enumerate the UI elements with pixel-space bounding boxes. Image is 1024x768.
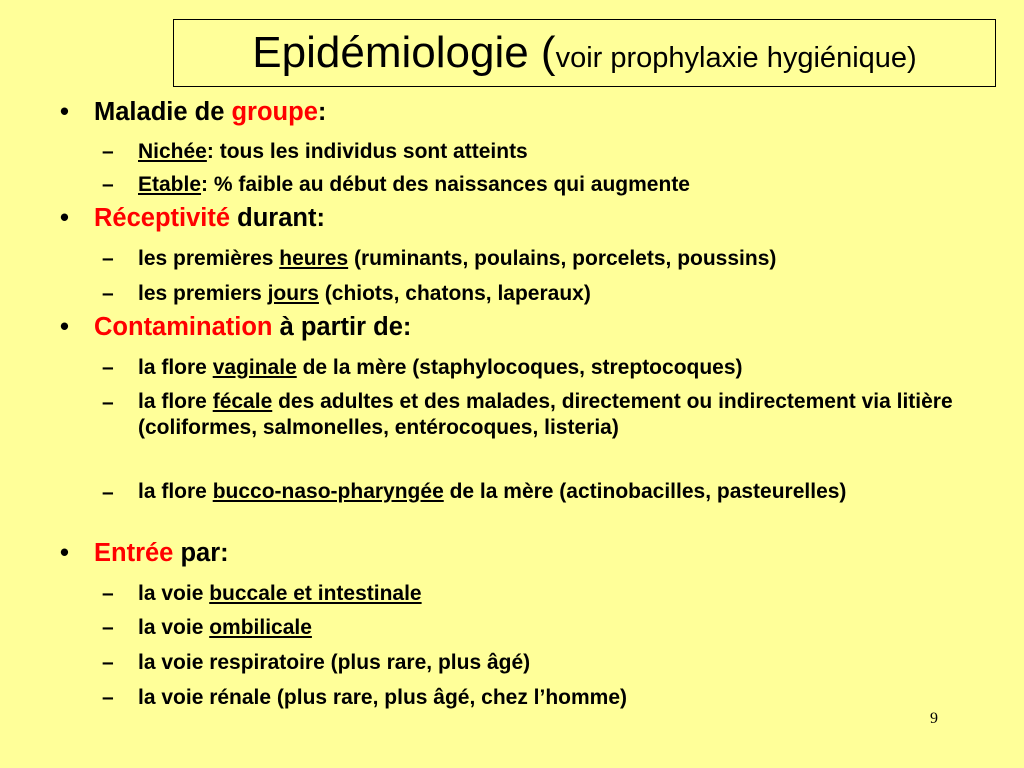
item-underlined: fécale: [212, 390, 273, 413]
heading-suffix: par:: [173, 539, 229, 567]
dash-icon: –: [102, 391, 114, 414]
heading-highlight: Réceptivité: [94, 204, 231, 232]
item-text: (ruminants, poulains, porcelets, poussins): [348, 247, 777, 270]
heading-highlight: Entrée: [94, 539, 174, 567]
heading-suffix: à partir de:: [272, 313, 412, 341]
item-text: la voie: [138, 582, 210, 605]
dash-icon: –: [102, 356, 114, 379]
item-underlined: Etable: [138, 173, 202, 196]
title-subtitle: voir prophylaxie hygiénique): [555, 42, 917, 74]
item-underlined: bucco-naso-pharyngée: [212, 480, 444, 503]
bullet-icon: •: [60, 204, 69, 232]
item-text: la voie: [138, 616, 210, 639]
dash-icon: –: [102, 481, 114, 504]
dash-icon: –: [102, 173, 114, 196]
item-underlined: jours: [267, 282, 319, 305]
dash-icon: –: [102, 686, 114, 709]
item-text: les premiers: [138, 282, 268, 305]
item-text: des adultes et des malades, directement ou indirectement via litière (coliformes, salmonelles, entérocoques, listeria): [138, 390, 953, 439]
dash-icon: –: [102, 651, 114, 674]
item-underlined: buccale et intestinale: [209, 582, 422, 605]
item-text: la flore: [138, 356, 213, 379]
item-text: de la mère (actinobacilles, pasteurelles): [443, 480, 847, 503]
dash-icon: –: [102, 616, 114, 639]
item-underlined: vaginale: [212, 356, 297, 379]
item-underlined: Nichée: [138, 140, 207, 163]
item-text: la voie rénale (plus rare, plus âgé, chez l’homme): [138, 686, 627, 709]
item-text: : % faible au début des naissances qui augmente: [201, 173, 690, 196]
heading-suffix: :: [317, 98, 327, 126]
heading-prefix: Maladie de: [94, 98, 232, 126]
item-text: la flore: [138, 480, 213, 503]
dash-icon: –: [102, 247, 114, 270]
section-heading: [94, 539, 229, 568]
heading-highlight: groupe: [231, 98, 318, 126]
item-underlined: heures: [279, 247, 349, 270]
dash-icon: –: [102, 582, 114, 605]
bullet-icon: •: [60, 539, 69, 567]
page-number: 9: [930, 710, 938, 727]
title-main: Epidémiologie (: [252, 28, 556, 77]
item-text: la voie respiratoire (plus rare, plus âgé): [138, 651, 531, 674]
bullet-icon: •: [60, 313, 69, 341]
item-text: les premières: [138, 247, 280, 270]
heading-suffix: durant:: [230, 204, 325, 232]
item-text: de la mère (staphylocoques, streptocoques): [296, 356, 743, 379]
item-text: (chiots, chatons, laperaux): [318, 282, 591, 305]
item-text: : tous les individus sont atteints: [206, 140, 528, 163]
section-heading: [94, 313, 411, 342]
heading-highlight: Contamination: [94, 313, 273, 341]
section-heading: [94, 204, 325, 233]
item-text: la flore: [138, 390, 213, 413]
dash-icon: –: [102, 282, 114, 305]
section-heading: [94, 98, 326, 127]
bullet-icon: •: [60, 98, 69, 126]
dash-icon: –: [102, 140, 114, 163]
item-underlined: ombilicale: [209, 616, 312, 639]
